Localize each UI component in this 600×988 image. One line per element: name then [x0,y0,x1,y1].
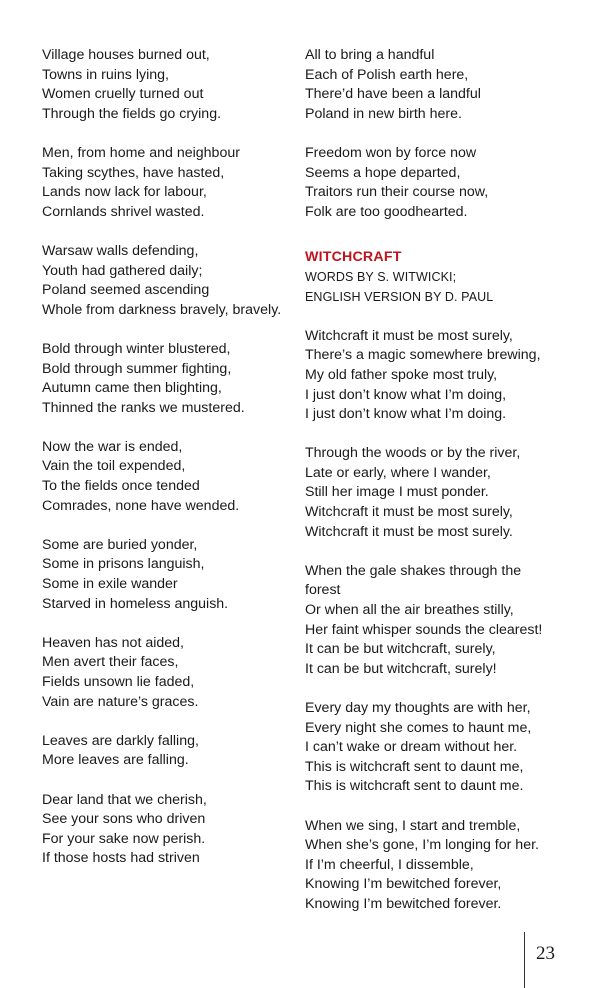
verse-line: Whole from darkness bravely, bravely. [42,301,282,318]
stanza [42,242,292,320]
verse-line: Taking scythes, have hasted, [42,164,225,181]
song-header [305,248,555,307]
stanza [42,144,292,222]
right-column [305,46,555,934]
verse-line: Witchcraft it must be most surely, [305,327,513,344]
verse-line: Some in exile wander [42,576,178,593]
stanza [42,438,292,516]
verse-line: Poland in new birth here. [305,105,462,122]
verse-line: Every night she comes to haunt me, [305,719,532,736]
verse-line: This is witchcraft sent to daunt me, [305,758,524,775]
verse-line: My old father spoke most truly, [305,366,498,383]
verse-line: Vain are nature’s graces. [42,693,199,710]
stanza [305,327,555,425]
stanza [305,46,555,124]
verse-line: Each of Polish earth here, [305,66,469,83]
verse-line: When the gale shakes through the forest [305,562,522,599]
verse-line: If I’m cheerful, I dissemble, [305,856,474,873]
verse-line: Now the war is ended, [42,438,183,455]
song-credit-translation: ENGLISH VERSION BY D. PAUL [305,289,494,304]
verse-line: Knowing I’m bewitched forever. [305,895,502,912]
verse-line: Knowing I’m bewitched forever, [305,876,502,893]
verse-line: Bold through winter blustered, [42,340,231,357]
stanza [305,699,555,797]
stanza [42,732,292,771]
verse-line: Seems a hope departed, [305,164,461,181]
verse-line: Poland seemed ascending [42,282,210,299]
verse-line: Starved in homeless anguish. [42,595,229,612]
verse-line: Warsaw walls defending, [42,242,199,259]
verse-line: See your sons who driven [42,811,206,828]
stanza [42,340,292,418]
verse-line: Folk are too goodhearted. [305,203,468,220]
verse-line: There’d have been a landful [305,86,481,103]
footer-divider [524,932,525,988]
page-number: 23 [536,943,555,964]
verse-line: When she’s gone, I’m longing for her. [305,837,539,854]
verse-line: Her faint whisper sounds the clearest! [305,621,543,638]
verse-line: I can’t wake or dream without her. [305,739,518,756]
verse-line: Through the woods or by the river, [305,445,521,462]
verse-line: Youth had gathered daily; [42,262,203,279]
stanza [305,444,555,542]
stanza [305,562,555,680]
verse-line: Lands now lack for labour, [42,184,207,201]
stanza [42,536,292,614]
stanza [305,817,555,915]
verse-line: Towns in ruins lying, [42,66,169,83]
verse-line: When we sing, I start and tremble, [305,817,521,834]
verse-line: For your sake now perish. [42,830,206,847]
verse-line: Late or early, where I wander, [305,464,491,481]
verse-line: Women cruelly turned out [42,86,204,103]
verse-line: Freedom won by force now [305,144,477,161]
verse-line: Thinned the ranks we mustered. [42,399,245,416]
page-footer [524,932,600,988]
verse-line: Still her image I must ponder. [305,484,489,501]
verse-line: Dear land that we cherish, [42,791,207,808]
verse-line: Men avert their faces, [42,654,179,671]
stanza [42,791,292,869]
verse-line: Village houses burned out, [42,47,210,63]
stanza [42,46,292,124]
verse-line: More leaves are falling. [42,752,189,769]
left-column [42,46,292,889]
verse-line: Heaven has not aided, [42,634,184,651]
verse-line: I just don’t know what I’m doing, [305,386,507,403]
verse-line: Vain the toil expended, [42,458,186,475]
verse-line: Fields unsown lie faded, [42,674,195,690]
verse-line: Leaves are darkly falling, [42,732,199,749]
verse-line: There’s a magic somewhere brewing, [305,347,541,364]
verse-line: Or when all the air breathes stilly, [305,602,514,619]
verse-line: Bold through summer fighting, [42,360,232,377]
verse-line: Every day my thoughts are with her, [305,700,531,716]
verse-line: I just don’t know what I’m doing. [305,406,507,423]
verse-line: Witchcraft it must be most surely. [305,523,513,540]
verse-line: Some in prisons languish, [42,556,205,573]
verse-line: Some are buried yonder, [42,536,198,553]
verse-line: It can be but witchcraft, surely, [305,641,496,658]
verse-line: Autumn came then blighting, [42,380,222,397]
verse-line: If those hosts had striven [42,850,200,867]
verse-line: Comrades, none have wended. [42,497,240,514]
stanza [42,634,292,712]
verse-line: Witchcraft it must be most surely, [305,504,513,521]
verse-line: All to bring a handful [305,47,435,63]
verse-line: It can be but witchcraft, surely! [305,660,497,677]
verse-line: To the fields once tended [42,478,200,495]
verse-line: Traitors run their course now, [305,184,489,201]
song-title: WITCHCRAFT [305,249,402,266]
verse-line: This is witchcraft sent to daunt me. [305,778,524,795]
verse-line: Through the fields go crying. [42,105,222,122]
song-credit-words: WORDS BY S. WITWICKI; [305,269,457,284]
verse-line: Men, from home and neighbour [42,144,240,161]
stanza [305,144,555,222]
verse-line: Cornlands shrivel wasted. [42,203,205,220]
